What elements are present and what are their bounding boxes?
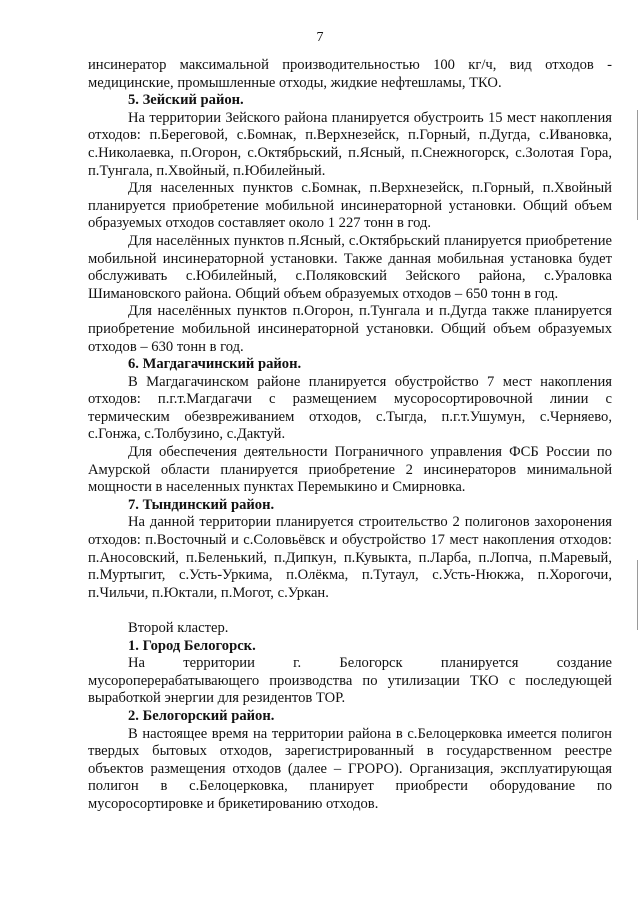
section-heading: 7. Тындинский район. xyxy=(128,496,275,513)
section-heading: 6. Магдагачинский район. xyxy=(128,356,302,373)
body-paragraph: На данной территории планируется строительство 2 полигонов захоронения отходов: п.Восточный и с.Соловьёвск и обустройство 17 мест накопления отходов: п.Аносовский, п.Беленький, п.Дипкун, п.Кувыкта, п.Ларба, п.Лопча, п.Маревый, п.Муртыгит, с.Усть-Уркима, п.Олёкма, п.Тутаул, с.Усть-Нюкжа, п.Хорогочи, п.Чильчи, п.Юктали, п.Могот, с.Уркан. xyxy=(88,514,612,601)
body-paragraph: На территории г. Белогорск планируется создание мусороперерабатывающего производства по утилизации ТКО с последующей выработкой энергии для резидентов ТОР. xyxy=(88,655,612,707)
blank-line xyxy=(88,602,612,620)
body-paragraph: Для населенных пунктов с.Бомнак, п.Верхнезейск, п.Горный, п.Хвойный планируется приобретение мобильной инсинераторной установки. Общий объем образуемых отходов составляет около 1 227 тонн в год. xyxy=(88,180,612,232)
section-heading: 1. Город Белогорск. xyxy=(128,637,256,654)
section-heading: 5. Зейский район. xyxy=(128,92,244,109)
body-paragraph: Для населённых пунктов п.Ясный, с.Октябрьский планируется приобретение мобильной инсинераторной установки. Также данная мобильная установка будет обслуживать с.Юбилейный, с.Поляковский Зейского района, с.Ураловка Шимановского района. Общий объем образуемых отходов – 650 тонн в год. xyxy=(88,232,612,302)
body-paragraph: В настоящее время на территории района в с.Белоцерковка имеется полигон твердых бытовых отходов, зарегистрированный в государственном реестре объектов размещения отходов (далее – ГРОРО). Организация, эксплуатирующая полигон в с.Белоцерковка, планирует приобрести оборудование по мусоросортировке и брикетированию отходов. xyxy=(88,725,612,812)
body-paragraph: Для обеспечения деятельности Пограничного управления ФСБ России по Амурской области планируется приобретение 2 инсинераторов минимальной мощности в населенных пунктах Перемыкино и Смирновка. xyxy=(88,444,612,496)
body-paragraph: инсинератор максимальной производительностью 100 кг/ч, вид отходов - медицинские, промышленные отходы, жидкие нефтешламы, ТКО. xyxy=(88,57,612,91)
body-paragraph: Для населённых пунктов п.Огорон, п.Тунгала и п.Дугда также планируется приобретение мобильной инсинераторной установки. Общий объем образуемых отходов – 630 тонн в год. xyxy=(88,303,612,355)
section-heading: 2. Белогорский район. xyxy=(128,707,275,724)
scan-edge-mark xyxy=(637,560,638,630)
page-number: 7 xyxy=(316,30,324,45)
scan-edge-mark xyxy=(637,110,638,220)
document-body xyxy=(88,57,612,814)
body-paragraph: В Магдагачинском районе планируется обустройство 7 мест накопления отходов: п.г.т.Магдагачи с размещением мусоросортировочной линии с термическим обезвреживанием отходов, с.Тыгда, п.г.т.Ушумун, с.Черняево, с.Гонжа, с.Толбузино, с.Дактуй. xyxy=(88,373,612,443)
cluster-title: Второй кластер. xyxy=(128,620,229,636)
body-paragraph: На территории Зейского района планируется обустроить 15 мест накопления отходов: п.Береговой, с.Бомнак, п.Верхнезейск, п.Горный, п.Дугда, с.Ивановка, с.Николаевка, п.Огорон, с.Октябрьский, п.Ясный, п.Снежногорск, с.Золотая Гора, п.Тунгала, п.Хвойный, п.Юбилейный. xyxy=(88,109,612,179)
